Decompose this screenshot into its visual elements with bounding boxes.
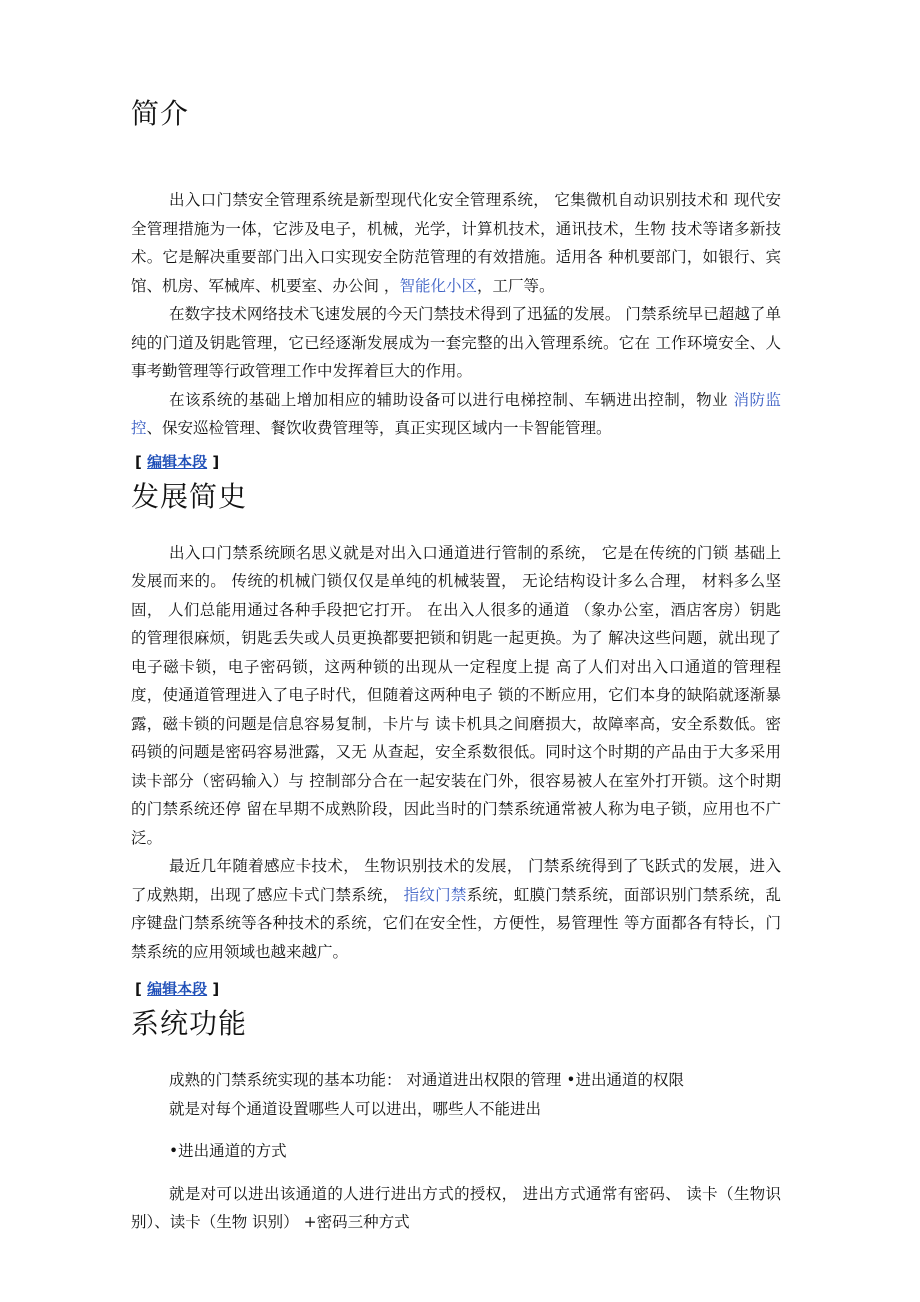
intro-paragraph-1: 出入口门禁安全管理系统是新型现代化安全管理系统， 它集微机自动识别技术和 现代安全管理措施为一体，它涉及电子，机械，光学，计算机技术，通讯技术，生物 技术等诸多新技术。它是解决重要部门出入口实现安全防范管理的有效措施。适用各 种机要部门，如银行、宾馆、机房、军械库、机要室、办公间 ，智能化小区，工厂等。 <box>131 191 781 295</box>
functions-body <box>131 1066 781 1237</box>
history-paragraph-1: 出入口门禁系统顾名思义就是对出入口通道进行管制的系统， 它是在传统的门锁 基础上发展而来的。 传统的机械门锁仅仅是单纯的机械装置， 无论结构设计多么合理， 材料多么坚固， 人们总能用通过各种手段把它打开。 在出入人很多的通道 （象办公室，酒店客房）钥匙的管理很麻烦，钥匙丢失或人员更换都要把锁和钥匙一起更换。为了 解决这些问题，就出现了电子磁卡锁，电子密码锁，这两种锁的出现从一定程度上提 高了人们对出入口通道的管理程度，使通道管理进入了电子时代，但随着这两种电子 锁的不断应用，它们本身的缺陷就逐渐暴露，磁卡锁的问题是信息容易复制，卡片与 读卡机具之间磨损大，故障率高，安全系数低。密码锁的问题是密码容易泄露，又无 从查起，安全系数很低。同时这个时期的产品由于大多采用读卡部分（密码输入）与 控制部分合在一起安装在门外，很容易被人在室外打开锁。这个时期的门禁系统还停 留在早期不成熟阶段，因此当时的门禁系统通常被人称为电子锁，应用也不广泛。 <box>131 543 781 847</box>
intro-paragraph-2: 在数字技术网络技术飞速发展的今天门禁技术得到了迅猛的发展。 门禁系统早已超越了单纯的门道及钥匙管理，它已经逐渐发展成为一套完整的出入管理系统。它在 工作环境安全、人事考勤管理等行政管理工作中发挥着巨大的作用。 <box>131 305 781 380</box>
link-fingerprint-access[interactable]: 指纹门禁 <box>403 885 467 904</box>
edit-section-control: [ 编辑本段 ] <box>135 980 220 998</box>
history-paragraph-2: 最近几年随着感应卡技术， 生物识别技术的发展， 门禁系统得到了飞跃式的发展，进入了成熟期，出现了感应卡式门禁系统， 指纹门禁系统，虹膜门禁系统，面部识别门禁系统，乱序键盘门禁系统等各种技术的系统，它们在安全性，方便性，易管理性 等方面都各有特长，门禁系统的应用领域也越来越广。 <box>131 857 781 961</box>
functions-line-3: •进出通道的方式 <box>169 1142 287 1160</box>
section-title-intro: 简介 <box>131 97 190 130</box>
intro-paragraph-3: 在该系统的基础上增加相应的辅助设备可以进行电梯控制、车辆进出控制，物业 消防监控、保安巡检管理、餐饮收费管理等，真正实现区域内一卡智能管理。 <box>131 390 781 437</box>
document-page <box>131 92 781 1237</box>
section-title-history: 发展简史 <box>131 479 248 513</box>
functions-line-1: 成熟的门禁系统实现的基本功能： 对通道进出权限的管理 •进出通道的权限 <box>169 1071 684 1089</box>
functions-line-2: 就是对每个通道设置哪些人可以进出，哪些人不能进出 <box>169 1099 542 1118</box>
section-title-functions: 系统功能 <box>131 1007 248 1040</box>
edit-section-control: [ 编辑本段 ] <box>135 452 220 471</box>
functions-line-4: 就是对可以进出该通道的人进行进出方式的授权， 进出方式通常有密码、 读卡（生物识别）、读卡（生物 识别） +密码三种方式 <box>131 1184 781 1231</box>
edit-section-link[interactable]: 编辑本段 <box>147 980 208 998</box>
edit-section-link[interactable]: 编辑本段 <box>147 452 208 471</box>
link-fire-monitoring[interactable]: 消防监控 <box>131 390 781 437</box>
link-smart-community[interactable]: 智能化小区 <box>399 276 477 295</box>
